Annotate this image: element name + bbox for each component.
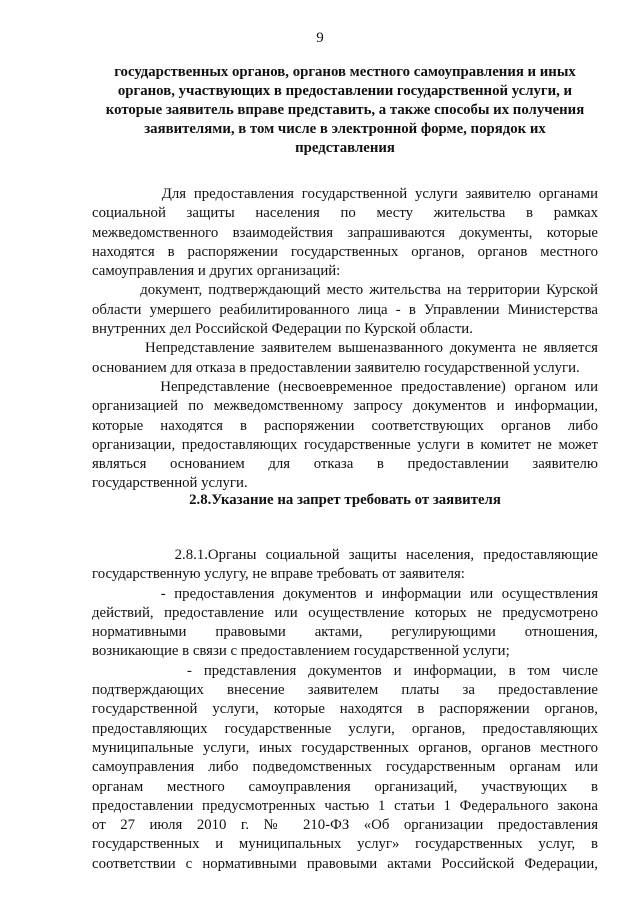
text-line: Непредставление заявителем вышеназванного документа не является [92, 340, 598, 357]
heading-line: государственных органов, органов местного самоуправления и иных [114, 64, 576, 80]
text-line: находятся в распоряжении государственных органов, органов местного [92, 243, 598, 260]
heading-line: заявителями, в том числе в электронной форме, порядок их [144, 121, 546, 137]
text-line: самоуправления и других организаций: [92, 263, 341, 280]
text-line: - представления документов и информации, в том числе [92, 662, 598, 679]
text-line: Непредставление (несвоевременное предоставление) органом или [92, 378, 598, 395]
heading-line: органов, участвующих в предоставлении государственной услуги, и [117, 83, 573, 99]
text-line: предоставлении предусмотренных частью 1 статьи 1 Федерального закона [92, 797, 598, 814]
text-line: организацией по межведомственному запросу документов и информации, [92, 398, 598, 415]
text-line: подтверждающих внесение заявителем платы за предоставление [92, 682, 598, 699]
section-1-body [92, 185, 598, 494]
heading-line: представления [295, 140, 395, 156]
text-line: государственных и муниципальных услуг» государственных услуг, в [92, 836, 598, 853]
page-number: 9 [316, 30, 324, 46]
text-line: являться основанием для отказа в предоставлении заявителю [92, 456, 598, 473]
section-heading [92, 63, 598, 158]
heading-line: которые заявитель вправе представить, а также способы их получения [105, 102, 585, 118]
text-line: 2.8.1.Органы социальной защиты населения, предоставляющие [92, 547, 598, 563]
text-line: организации, предоставляющих государственные услуги в комитет не может [92, 436, 598, 453]
text-line: предоставляющих государственные услуги, органов, предоставляющих [92, 720, 598, 737]
text-line: области умершего реабилитированного лица - в Управлении Министерства [92, 301, 598, 318]
text-line: государственную услугу, не вправе требовать от заявителя: [92, 566, 465, 583]
text-line: Для предоставления государственной услуги заявителю органами [92, 186, 598, 202]
text-line: - предоставления документов и информации или осуществления [92, 585, 598, 602]
text-line: государственной услуги, которые находятся в распоряжении органов, [92, 701, 598, 718]
text-line: соответствии с нормативными правовыми актами Российской Федерации, [92, 855, 598, 872]
text-line: межведомственного взаимодействия запрашиваются документы, которые [92, 224, 598, 241]
section-2-body [92, 546, 598, 874]
text-line: внутренних дел Российской Федерации по Курской области. [92, 321, 473, 338]
text-line: государственной услуги. [92, 475, 248, 492]
text-line: действий, предоставление или осуществление которых не предусмотрено [92, 604, 598, 621]
text-line: социальной защиты населения по месту жительства в рамках [92, 205, 598, 222]
text-line: документ, подтверждающий место жительства на территории Курской [92, 282, 598, 299]
text-line: от 27 июля 2010 г. № 210-ФЗ «Об организации предоставления [92, 817, 598, 834]
text-line: нормативными правовыми актами, регулирующими отношения, [92, 624, 598, 641]
text-line: самоуправления либо подведомственных государственным органам или [92, 759, 598, 776]
text-line: которые находятся в распоряжении соответствующих органов либо [92, 417, 598, 434]
text-line: органам местного самоуправления организаций, участвующих в [92, 778, 598, 795]
text-line: возникающие в связи с предоставлением государственной услуги; [92, 643, 510, 660]
text-line: основанием для отказа в предоставлении заявителю государственной услуги. [92, 359, 580, 376]
section-2-heading: 2.8.Указание на запрет требовать от заявителя [189, 492, 501, 508]
text-line: муниципальные услуги, иных государственных органов, органов местного [92, 739, 598, 756]
